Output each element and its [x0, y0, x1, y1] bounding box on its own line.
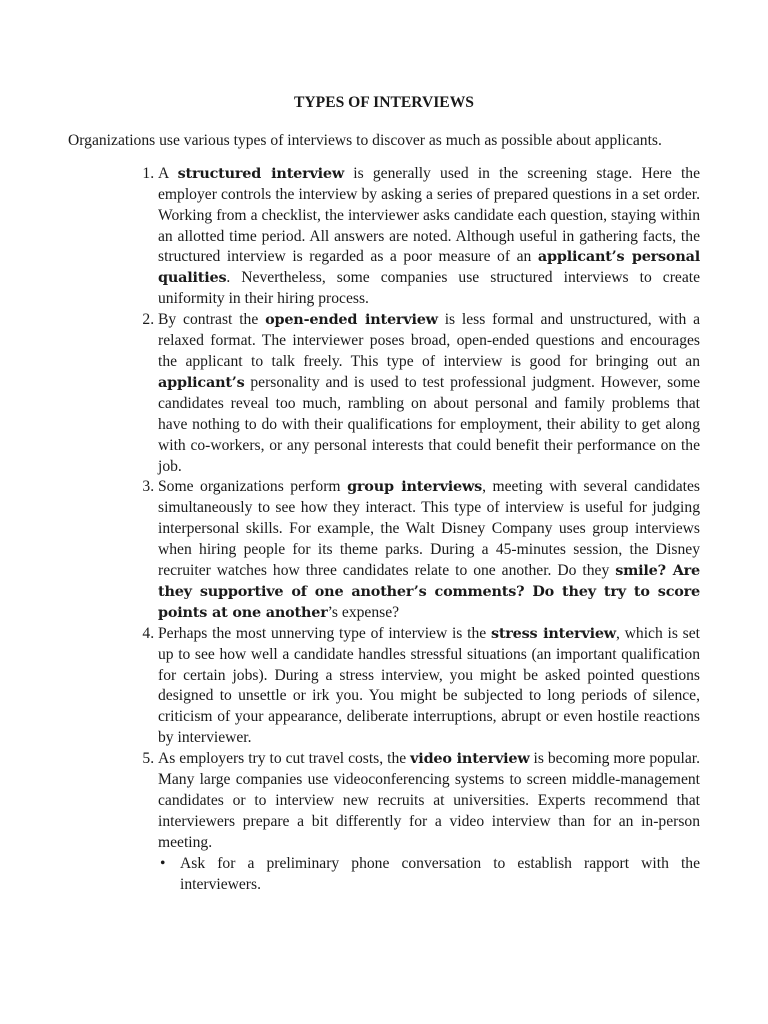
bold-term: open-ended interview — [265, 311, 438, 329]
text-run: is less formal and unstructured, with a relaxed format. The interviewer poses broad, open-ended questions and encourages the applicant to talk freely. This type of interview is good for bringing out an — [158, 311, 700, 370]
document-page — [68, 93, 700, 896]
text-run: Perhaps the most unnerving type of interview is the — [158, 624, 491, 642]
intro-paragraph: Organizations use various types of interviews to discover as much as possible about applicants. — [68, 131, 662, 149]
text-run: Some organizations perform — [158, 478, 348, 496]
list-item — [158, 624, 700, 749]
list-item-text — [158, 749, 700, 854]
text-run: . Nevertheless, some companies use structured interviews to create uniformity in their hiring process. — [158, 269, 700, 308]
text-run: personality and is used to test professional judgment. However, some candidates reveal too much, rambling on about personal and family problems that have nothing to do with their qualifications for employment, their ability to get along with co-workers, or any personal interests that could benefit their performance on the job. — [158, 373, 700, 475]
list-item-text — [158, 477, 700, 623]
bold-term: stress interview — [490, 624, 616, 642]
list-item — [158, 477, 700, 623]
list-item-text — [158, 624, 700, 749]
bold-term: smile? Are they supportive of one another’s comments? Do they try to score points at one another — [158, 562, 700, 621]
text-run: ’s expense? — [327, 603, 400, 621]
bullet-item: • Ask for a preliminary phone conversation to establish rapport with the interviewers. — [180, 854, 700, 896]
interview-types-list — [68, 164, 700, 896]
bold-term: applicant’s — [158, 373, 245, 391]
document-title: TYPES OF INTERVIEWS — [294, 94, 474, 111]
list-item-text — [158, 310, 700, 477]
text-run: , meeting with several candidates simultaneously to see how they interact. This type of interview is useful for judging interpersonal skills. For example, the Walt Disney Company uses group interviews when hiring people for its theme parks. During a 45-minutes session, the Disney recruiter watches how three candidates relate to one another. Do they — [158, 478, 700, 580]
text-run: As employers try to cut travel costs, the — [158, 750, 411, 768]
bold-term: video interview — [410, 750, 530, 768]
text-run: By contrast the — [158, 311, 266, 329]
bold-term: applicant’s personal qualities — [158, 248, 700, 287]
text-run: , which is set up to see how well a candidate handles stressful situations (an important qualification for certain jobs). During a stress interview, you might be asked pointed questions designed to unsettle or irk you. You might be subjected to long periods of silence, criticism of your appearance, deliberate interruptions, abrupt or even hostile reactions by interviewer. — [158, 624, 700, 747]
bullet-list — [158, 854, 700, 896]
bold-term: group interviews — [347, 478, 483, 496]
text-run: A — [158, 164, 178, 182]
text-run: is becoming more popular. Many large companies use videoconferencing systems to screen middle-management candidates or to interview new recruits at universities. Experts recommend that interviewers prepare a bit differently for a video interview than for an in-person meeting. — [158, 750, 701, 851]
list-item — [158, 749, 700, 895]
list-item-text — [158, 164, 700, 310]
list-item — [158, 164, 700, 310]
list-item — [158, 310, 700, 477]
bold-term: structured interview — [177, 164, 345, 182]
text-run: is generally used in the screening stage. Here the employer controls the interview by asking a series of prepared questions in a set order. Working from a checklist, the interviewer asks candidate each question, staying within an allotted time period. All answers are noted. Although useful in gathering facts, the structured interview is regarded as a poor measure of an — [158, 164, 700, 266]
